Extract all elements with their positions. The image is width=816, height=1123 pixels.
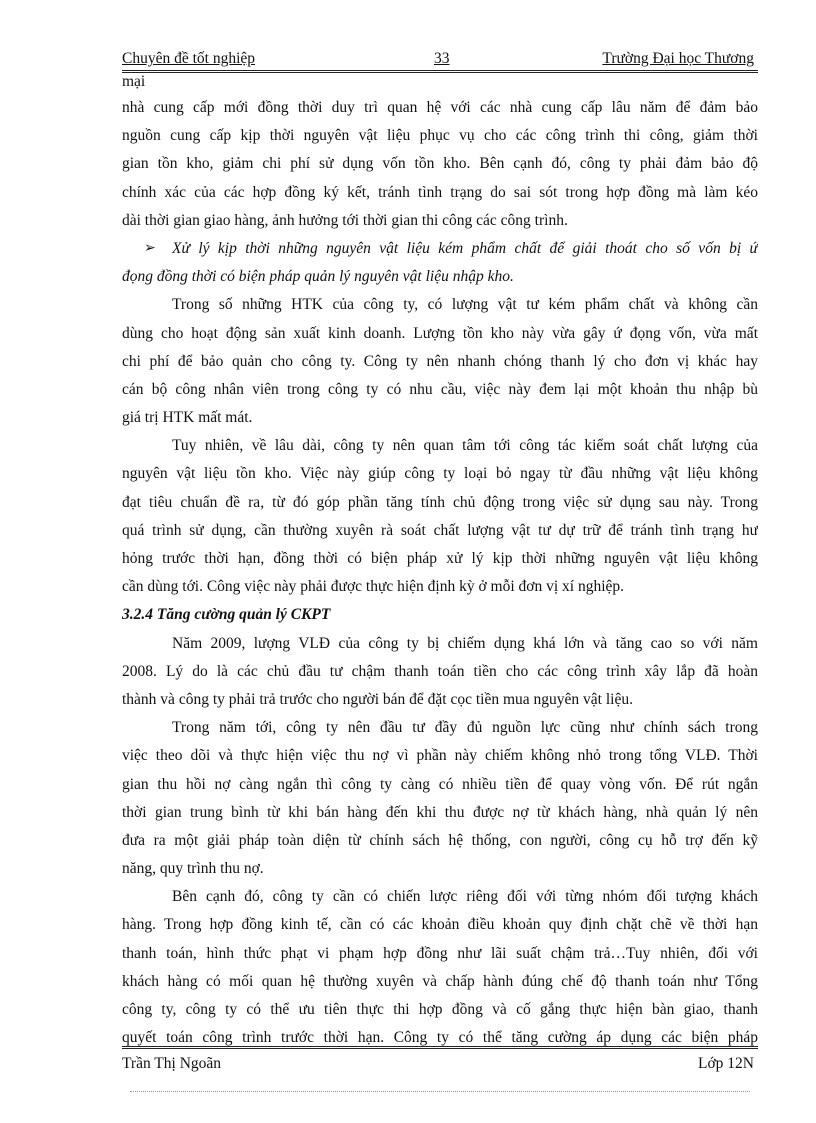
line-text: cán bộ công nhân viên trong công ty có nhu cầu, việc này đem lại một khoản thu nhập bù: [122, 380, 758, 398]
text-line: [122, 150, 758, 178]
text-line: [122, 94, 758, 122]
text-line: [122, 742, 758, 770]
text-line: [122, 545, 758, 573]
text-line: [122, 263, 758, 291]
text-line: [122, 320, 758, 348]
line-text: chi phí để bảo quản cho công ty. Công ty nên nhanh chóng thanh lý cho đơn vị khác hay: [122, 352, 758, 370]
text-line: [122, 207, 758, 235]
text-line: [122, 630, 758, 658]
text-line: [122, 686, 758, 714]
line-text: đọng đồng thời có biện pháp quản lý nguyên vật liệu nhập kho.: [122, 268, 514, 286]
text-line: [122, 968, 758, 996]
line-text: Bên cạnh đó, công ty cần có chiến lược riêng đối với từng nhóm đối tượng khách: [172, 888, 758, 906]
line-text: hàng. Trong hợp đồng kinh tế, cần có các khoản điều khoản quy định chặt chẽ về thời hạn: [122, 916, 758, 934]
text-line: [122, 771, 758, 799]
text-line: [122, 235, 758, 263]
text-line: [122, 376, 758, 404]
line-text: quá trình sử dụng, cần thường xuyên rà soát chất lượng vật tư dự trữ để tránh tình trạng hư: [122, 521, 758, 539]
line-text: Trong số những HTK của công ty, có lượng vật tư kém phẩm chất và không cần: [172, 296, 758, 314]
line-text: việc theo dõi và thực hiện việc thu nợ vì phần này chiếm không nhỏ trong tổng VLĐ. Thời: [122, 747, 758, 765]
line-text: dùng cho hoạt động sản xuất kinh doanh. Lượng tồn kho này vừa gây ứ đọng vốn, vừa mất: [122, 324, 758, 342]
text-line: [122, 432, 758, 460]
line-text: quyết toán công trình trước thời hạn. Công ty có thể tăng cường áp dụng các biện pháp: [122, 1029, 758, 1047]
line-text: nguồn cung cấp kịp thời nguyên vật liệu phục vụ cho các công trình thi công, giảm thời: [122, 127, 758, 145]
text-line: [122, 799, 758, 827]
page-footer: [122, 1046, 758, 1077]
line-text: Trong năm tới, công ty nên đầu tư đầy đủ nguồn lực cũng như chính sách trong: [172, 719, 758, 737]
line-text: thanh toán, hình thức phạt vi phạm hợp đồng như lãi suất chậm trả…Tuy nhiên, đối với: [122, 944, 758, 962]
footer-author: Trần Thị Ngoãn: [122, 1055, 222, 1072]
header-title: Chuyên đề tốt nghiệp: [122, 50, 256, 67]
document-body: [122, 94, 758, 1052]
line-text: thời gian trung bình từ khi bán hàng đến khi thu được nợ từ khách hàng, nhà quản lý nên: [122, 803, 758, 821]
line-text: 3.2.4 Tăng cường quản lý CKPT: [122, 606, 331, 624]
header-school: Trường Đại học Thương: [602, 50, 754, 67]
line-text: đưa ra một giải pháp toàn diện từ chính sách hệ thống, con người, công cụ hỗ trợ đến kỹ: [122, 831, 758, 849]
text-line: [122, 855, 758, 883]
line-text: gian thu hồi nợ càng ngắn thì công ty càng có nhiều tiền để quay vòng vốn. Để rút ngắn: [122, 775, 758, 793]
text-line: [122, 940, 758, 968]
text-line: [122, 883, 758, 911]
text-line: [122, 291, 758, 319]
arrow-bullet-icon: ➢: [144, 240, 156, 256]
text-line: [122, 911, 758, 939]
line-text: 2008. Lý do là các chủ đầu tư chậm thanh toán tiền cho các công trình xây lắp đã hoàn: [122, 662, 758, 680]
text-line: [122, 404, 758, 432]
text-line: [122, 122, 758, 150]
text-line: [122, 827, 758, 855]
text-line: [122, 489, 758, 517]
section-heading: [122, 601, 758, 629]
page-break-line: [130, 1091, 750, 1092]
text-line: [122, 996, 758, 1024]
text-line: [122, 348, 758, 376]
line-text: nhà cung cấp mới đồng thời duy trì quan hệ với các nhà cung cấp lâu năm để đảm bảo: [122, 99, 758, 116]
line-text: Tuy nhiên, về lâu dài, công ty nên quan tâm tới công tác kiểm soát chất lượng của: [172, 437, 758, 455]
page-header: [122, 50, 758, 73]
text-line: [122, 517, 758, 545]
line-text: khách hàng có mối quan hệ thường xuyên và chấp hành đúng chế độ thanh toán như Tổng: [122, 972, 758, 990]
line-text: nguyên vật liệu tồn kho. Việc này giúp công ty loại bỏ ngay từ đầu những vật liệu không: [122, 465, 758, 483]
line-text: thành và công ty phải trả trước cho người bán để đặt cọc tiền mua nguyên vật liệu.: [122, 690, 633, 708]
line-text: gian tồn kho, giảm chi phí sử dụng vốn tồn kho. Bên cạnh đó, công ty phải đảm bảo độ: [122, 155, 758, 173]
line-text: năng, quy trình thu nợ.: [122, 860, 264, 878]
line-text: hỏng trước thời hạn, đồng thời có biện pháp xử lý kịp thời những nguyên vật liệu không: [122, 550, 758, 567]
line-text: chính xác của các hợp đồng ký kết, tránh tình trạng do sai sót trong hợp đồng mà làm kéo: [122, 183, 758, 201]
line-text: cần dùng tới. Công việc này phải được thực hiện định kỳ ở mỗi đơn vị xí nghiệp.: [122, 578, 625, 596]
footer-class: Lớp 12N: [698, 1055, 754, 1072]
text-line: [122, 658, 758, 686]
text-line: [122, 573, 758, 601]
line-text: dài thời gian giao hàng, ảnh hưởng tới thời gian thi công các công trình.: [122, 211, 568, 229]
line-text: giá trị HTK mất mát.: [122, 409, 253, 427]
text-line: [122, 460, 758, 488]
header-continuation: mại: [122, 73, 146, 90]
text-line: [122, 714, 758, 742]
line-text: Xử lý kịp thời những nguyên vật liệu kém phẩm chất để giải thoát cho số vốn bị ứ: [172, 239, 758, 257]
text-line: [122, 179, 758, 207]
line-text: công ty, công ty có thể ưu tiên thực thi hợp đồng và cố gắng thực hiện bàn giao, thanh: [122, 1001, 758, 1018]
line-text: Năm 2009, lượng VLĐ của công ty bị chiếm dụng khá lớn và tăng cao so với năm: [172, 634, 758, 652]
line-text: đạt tiêu chuẩn đề ra, từ đó góp phần tăng tính chủ động trong việc sử dụng sau này. Trong: [122, 493, 758, 511]
page-number: 33: [434, 50, 450, 67]
